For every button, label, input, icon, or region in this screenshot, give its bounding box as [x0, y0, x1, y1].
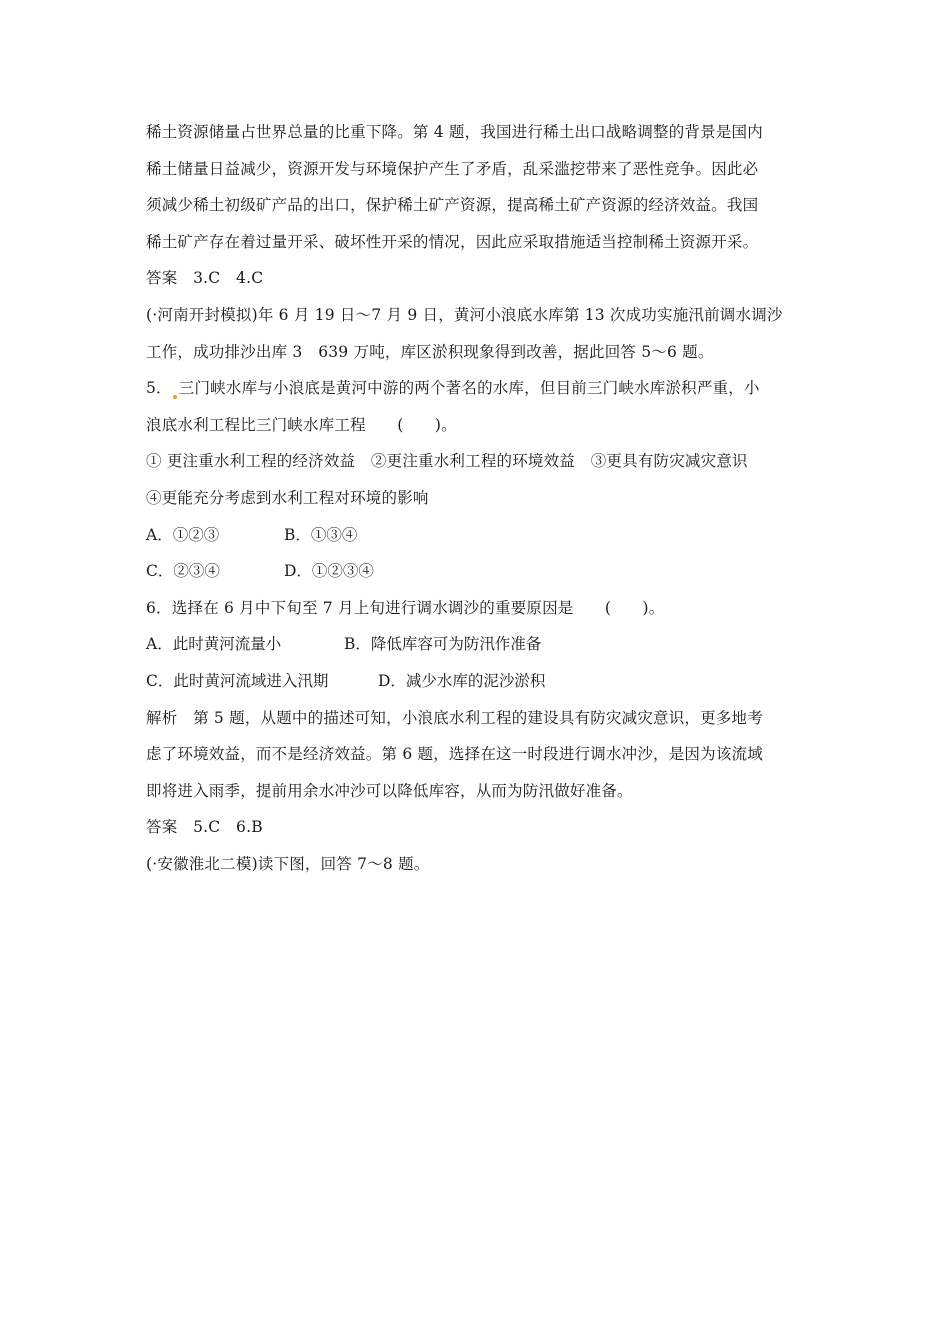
passage-line: 稀土矿产存在着过量开采、破坏性开采的情况，因此应采取措施适当控制稀土资源开采。: [146, 232, 759, 251]
document-body: [146, 119, 816, 887]
option-d: D．减少水库的泥沙淤积: [378, 671, 546, 690]
passage-line: 稀土储量日益减少，资源开发与环境保护产生了矛盾，乱采滥挖带来了恶性竞争。因此必: [146, 159, 759, 178]
option-b: B．降低库容可为防汛作准备: [344, 635, 542, 654]
question-5-options-row: [146, 522, 816, 559]
annotation-mark: [173, 395, 177, 399]
question-6-stem: 6．选择在 6 月中下旬至 7 月上旬进行调水调沙的重要原因是 ( )。: [146, 598, 665, 617]
analysis-line: 解析 第 5 题，从题中的描述可知，小浪底水利工程的建设具有防灾减灾意识，更多地考: [146, 708, 763, 727]
passage-line: 须减少稀土初级矿产品的出口，保护稀土矿产资源，提高稀土矿产资源的经济效益。我国: [146, 196, 759, 215]
question-5-statements: ① 更注重水利工程的经济效益 ②更注重水利工程的环境效益 ③更具有防灾减灾意识: [146, 452, 748, 471]
option-b: B．①③④: [284, 525, 358, 544]
option-d: D．①②③④: [284, 562, 374, 581]
question-5-options-row: [146, 558, 816, 595]
option-c: C．②③④: [146, 562, 220, 581]
question-6-options-row: [146, 668, 816, 705]
answer-line: 答案 5.C 6.B: [146, 818, 263, 837]
intro-line: 工作，成功排沙出库 3 639 万吨，库区淤积现象得到改善，据此回答 5～6 题。: [146, 342, 714, 361]
option-c: C．此时黄河流域进入汛期: [146, 671, 329, 690]
option-a: A．此时黄河流量小: [146, 635, 282, 654]
question-6-options-row: [146, 631, 816, 668]
analysis-line: 虑了环境效益，而不是经济效益。第 6 题，选择在这一时段进行调水冲沙，是因为该流域: [146, 745, 763, 764]
question-5-stem: [146, 375, 816, 412]
intro-line: (·河南开封模拟)年 6 月 19 日～7 月 9 日，黄河小浪底水库第 13 次成功实施汛前调水调沙: [146, 305, 783, 324]
analysis-line: 即将进入雨季，提前用余水冲沙可以降低库容，从而为防汛做好准备。: [146, 781, 633, 800]
question-5-number: 5．: [146, 379, 172, 398]
intro-line: (·安徽淮北二模)读下图，回答 7～8 题。: [146, 854, 430, 873]
question-5-stem-cont: 浪底水利工程比三门峡水库工程 ( )。: [146, 415, 457, 434]
answer-line: 答案 3.C 4.C: [146, 269, 264, 288]
option-a: A．①②③: [146, 525, 220, 544]
passage-line: 稀土资源储量占世界总量的比重下降。第 4 题，我国进行稀土出口战略调整的背景是国内: [146, 123, 763, 141]
question-5-statements: ④更能充分考虑到水利工程对环境的影响: [146, 488, 429, 507]
question-5-text: 三门峡水库与小浪底是黄河中游的两个著名的水库，但目前三门峡水库淤积严重，小: [178, 379, 760, 398]
